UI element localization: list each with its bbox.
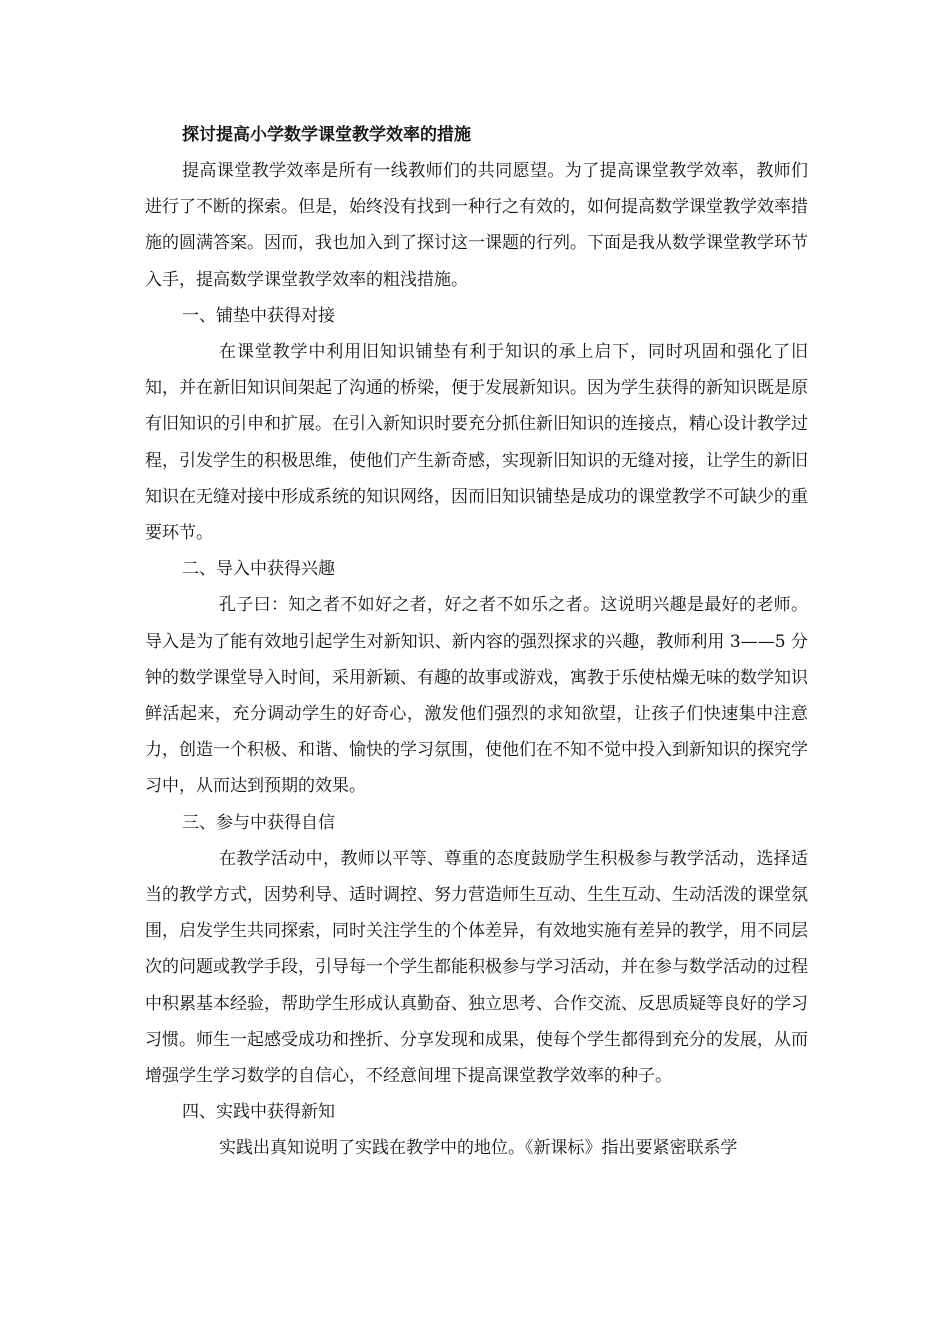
section-heading-1: 一、铺垫中获得对接: [182, 305, 335, 326]
document-title: 探讨提高小学数学课堂教学效率的措施: [182, 125, 471, 145]
section-body-4: 实践出真知说明了实践在教学中的地位。《新课标》指出要紧密联系学: [219, 1138, 738, 1159]
section-body-2: 孔子曰：知之者不如好之者，好之者不如乐之者。这说明兴趣是最好的老师。导入是为了能有效地引起学生对新知识、新内容的强烈探求的兴趣，教师利用 3——5 分钟的数学课堂导入时间，采用新颖、有趣的故事或游戏，寓教于乐使枯燥无味的数学知识鲜活起来，充分调动学生的好奇心，激发他们强烈的求知欲望，让孩子们快速集中注意力，创造一个积极、和谐、愉快的学习氛围，使他们在不知不觉中投入到新知识的探究学习中，从而达到预期的效果。: [145, 595, 808, 797]
section-body-1: 在课堂教学中利用旧知识铺垫有利于知识的承上启下，同时巩固和强化了旧知，并在新旧知识间架起了沟通的桥梁，便于发展新知识。因为学生获得的新知识既是原有旧知识的引申和扩展。在引入新知识时要充分抓住新旧知识的连接点，精心设计教学过程，引发学生的积极思维，使他们产生新奇感，实现新旧知识的无缝对接，让学生的新旧知识在无缝对接中形成系统的知识网络，因而旧知识铺垫是成功的课堂教学不可缺少的重要环节。: [145, 342, 808, 544]
section-body-3: 在教学活动中，教师以平等、尊重的态度鼓励学生积极参与教学活动，选择适当的教学方式，因势利导、适时调控、努力营造师生互动、生生互动、生动活泼的课堂氛围，启发学生共同探索，同时关注学生的个体差异，有效地实施有差异的教学，用不同层次的问题或教学手段，引导每一个学生都能积极参与学习活动，并在参与数学活动的过程中积累基本经验，帮助学生形成认真勤奋、独立思考、合作交流、反思质疑等良好的学习习惯。师生一起感受成功和挫折、分享发现和成果，使每个学生都得到充分的发展，从而增强学生学习数学的自信心，不经意间埋下提高课堂教学效率的种子。: [145, 848, 808, 1087]
section-heading-2: 二、导入中获得兴趣: [182, 559, 335, 580]
intro-paragraph: 提高课堂教学效率是所有一线教师们的共同愿望。为了提高课堂教学效率，教师们进行了不断的探索。但是，始终没有找到一种行之有效的，如何提高数学课堂教学效率措施的圆满答案。因而，我也加入到了探讨这一课题的行列。下面是我从数学课堂教学环节入手，提高数学课堂教学效率的粗浅措施。: [145, 161, 808, 290]
section-heading-4: 四、实践中获得新知: [182, 1102, 335, 1123]
section-heading-3: 三、参与中获得自信: [182, 812, 335, 833]
document-page: [145, 117, 808, 1167]
